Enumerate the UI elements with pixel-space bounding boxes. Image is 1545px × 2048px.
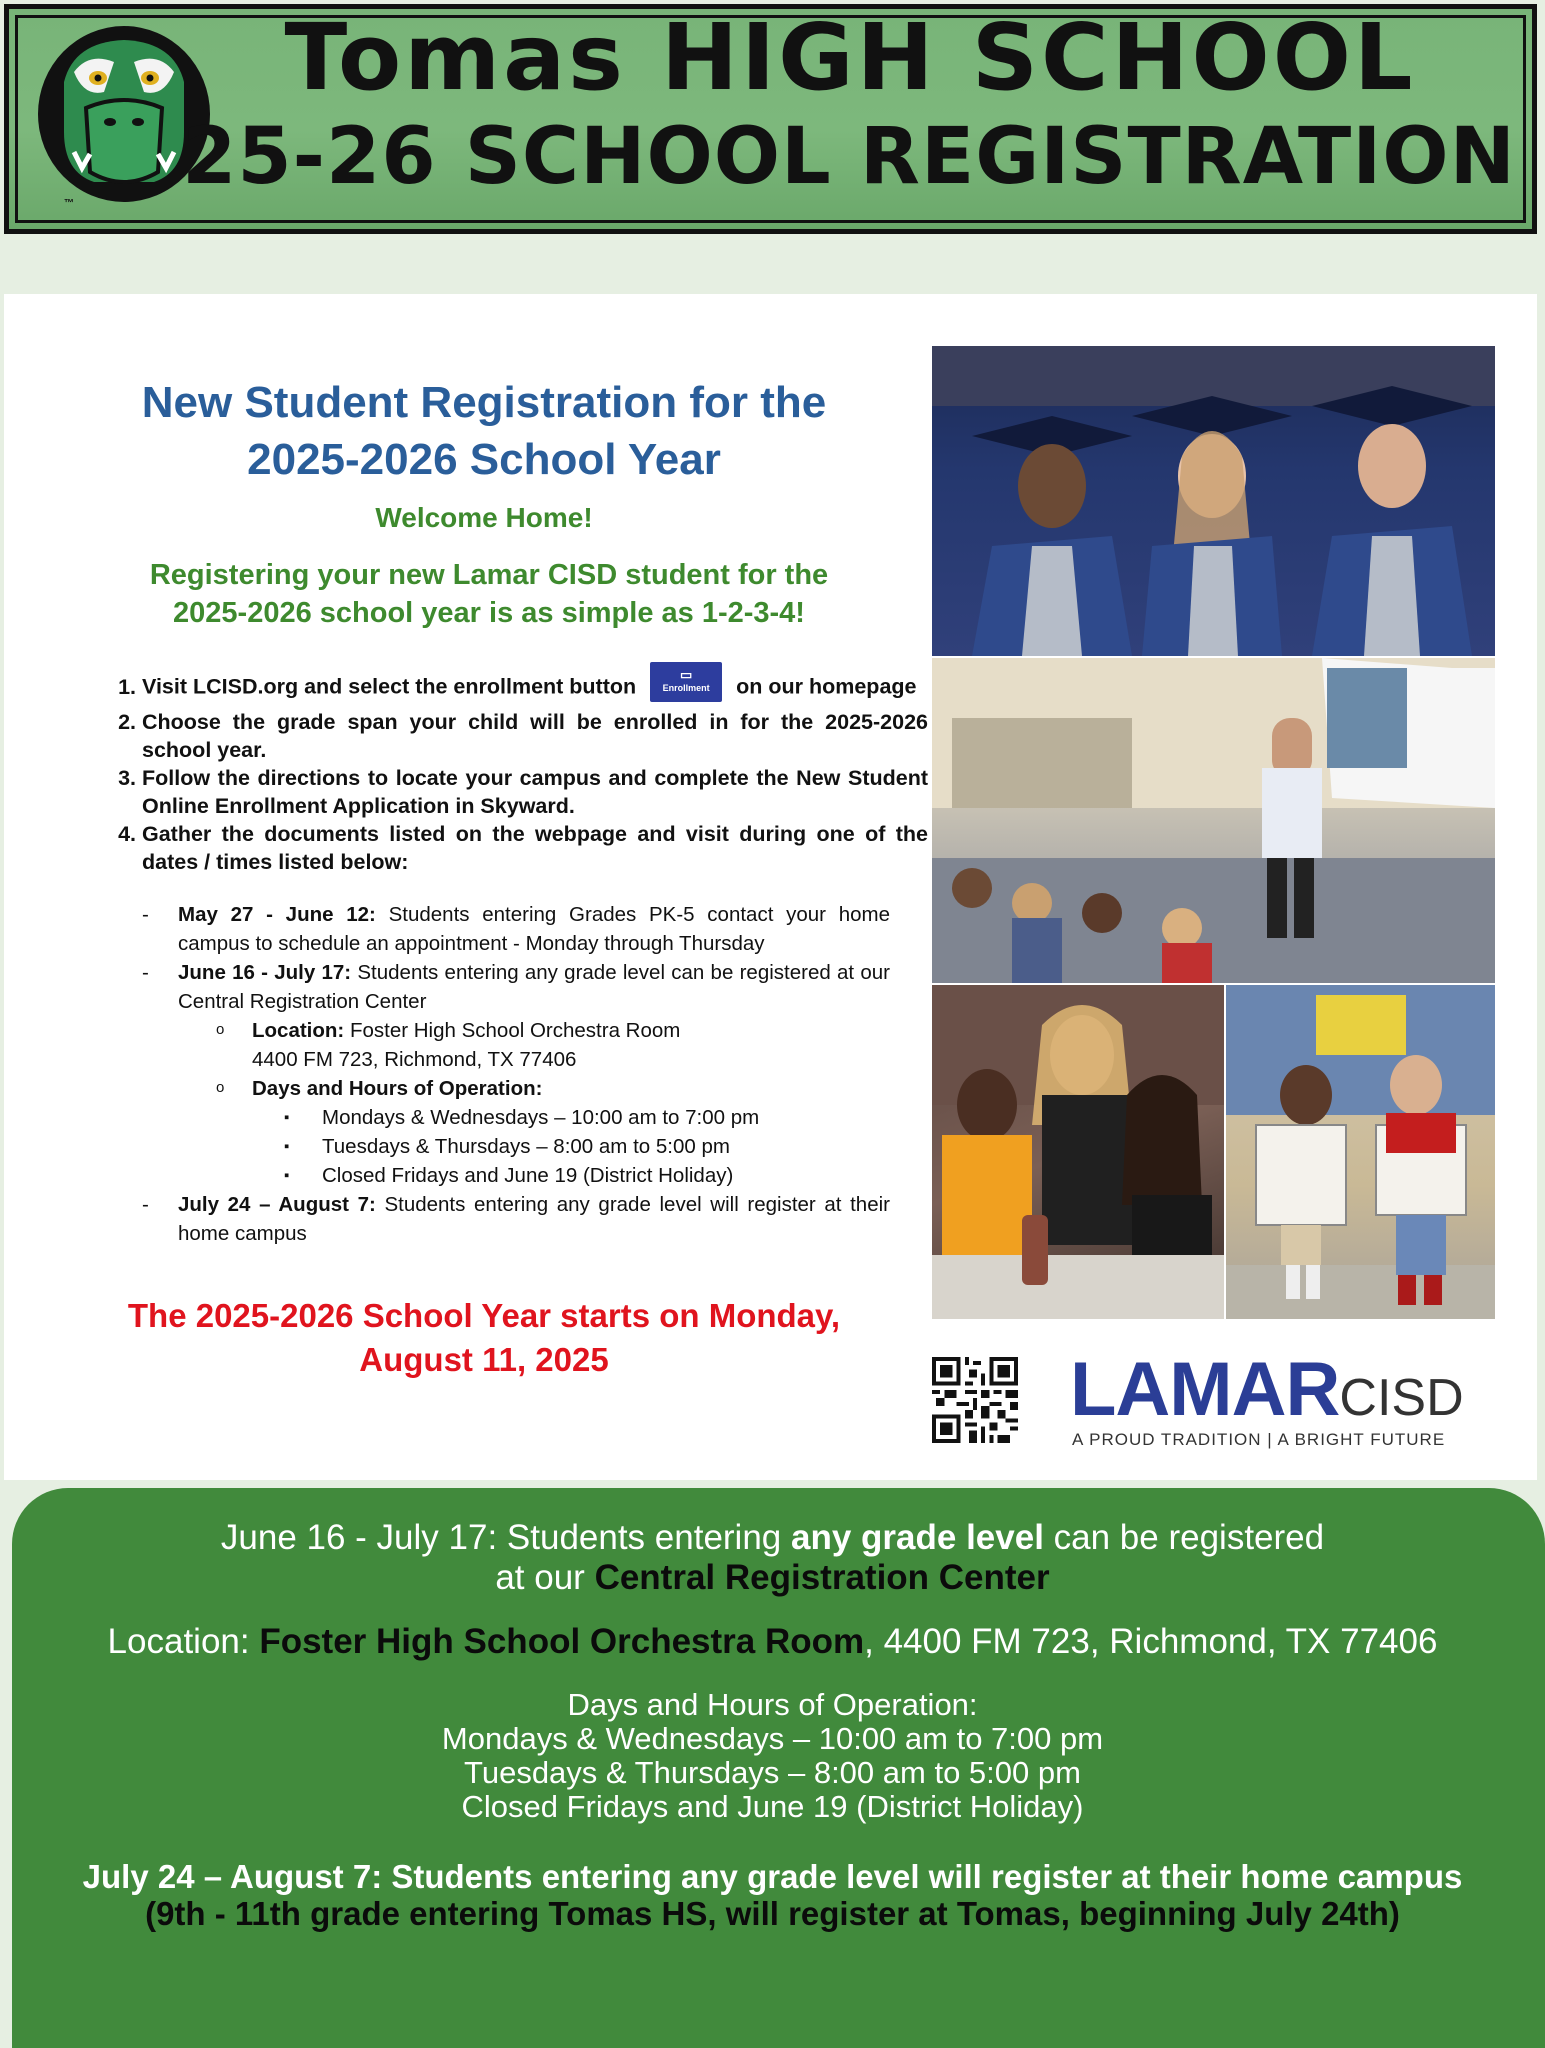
panel-hours-item: Mondays & Wednesdays – 10:00 am to 7:00 pm <box>441 1721 1104 1756</box>
panel-line-2b: Central Registration Center <box>594 1558 1050 1597</box>
central-registration-panel <box>12 1488 1545 2048</box>
location-item <box>138 1016 890 1074</box>
days-hours-item <box>138 1074 890 1103</box>
panel-location <box>12 1622 1533 1662</box>
step-2: 2. Choose the grade span your child will be enrolled in for the 2025-2026 school year. <box>142 708 928 764</box>
lamar-cisd-logo <box>1070 1347 1464 1432</box>
qr-code-icon[interactable] <box>932 1357 1018 1443</box>
location-address: 4400 FM 723, Richmond, TX 77406 <box>252 1048 577 1071</box>
panel-location-name: Foster High School Orchestra Room <box>259 1622 865 1661</box>
school-title: Tomas HIGH SCHOOL <box>284 4 1416 111</box>
step-4: 4. Gather the documents listed on the webpage and visit during one of the dates / times listed below: <box>142 820 928 876</box>
classroom-photo <box>932 658 1495 983</box>
logo-lamar: LAMAR <box>1070 1347 1340 1432</box>
photo-collage <box>932 346 1495 1319</box>
panel-hours <box>12 1688 1533 1824</box>
panel-location-address: , 4400 FM 723, Richmond, TX 77406 <box>864 1622 1438 1661</box>
enrollment-button-label: Enrollment <box>662 683 710 693</box>
registration-flyer <box>4 294 1537 1480</box>
location-label: Location: <box>252 1019 345 1042</box>
panel-home-campus-note <box>12 1858 1533 1932</box>
hours-item: ▪ Closed Fridays and June 19 (District Holiday) <box>138 1161 890 1190</box>
school-year-start-line-1: The 2025-2026 School Year starts on Monday, <box>127 1297 841 1334</box>
welcome-text: Welcome Home! <box>375 502 593 533</box>
step-1-text-after: on our homepage <box>736 674 917 699</box>
panel-line-1 <box>12 1518 1533 1558</box>
school-year-start <box>64 1294 904 1382</box>
panel-hours-item: Closed Fridays and June 19 (District Holiday) <box>461 1789 1084 1824</box>
step-1-text-before: Visit LCISD.org and select the enrollment button <box>142 674 637 699</box>
school-year-start-line-2: August 11, 2025 <box>359 1341 609 1378</box>
panel-location-label: Location: <box>107 1622 260 1661</box>
date-item-may <box>138 900 890 958</box>
date-label-june: June 16 - July 17: <box>178 961 352 984</box>
trademark-mark: ™ <box>64 198 74 209</box>
registration-dates <box>138 900 890 1248</box>
registration-title: 25-26 SCHOOL REGISTRATION <box>182 112 1516 202</box>
flyer-heading <box>64 374 904 488</box>
date-text-june: Students entering any grade level can be registered at our Central Registration Center <box>178 961 890 1013</box>
students-crafts-photo <box>932 985 1224 1319</box>
location-text: Foster High School Orchestra Room <box>344 1019 681 1042</box>
simple-intro-line-1: Registering your new Lamar CISD student for the <box>149 559 829 591</box>
simple-steps-intro <box>94 556 884 632</box>
date-item-june <box>138 958 890 1016</box>
panel-hours-title: Days and Hours of Operation: <box>567 1687 978 1722</box>
step-3: 3. Follow the directions to locate your campus and complete the New Student Online Enrollment Application in Skyward. <box>142 764 928 820</box>
date-text-july: Students entering any grade level will register at their home campus <box>178 1193 890 1245</box>
enrollment-button[interactable] <box>650 662 722 702</box>
panel-hours-item: Tuesdays & Thursdays – 8:00 am to 5:00 pm <box>464 1755 1081 1790</box>
hours-item: ▪ Mondays & Wednesdays – 10:00 am to 7:00 pm <box>138 1103 890 1132</box>
panel-final-line-1: July 24 – August 7: Students entering any grade level will register at their home campus <box>82 1858 1463 1895</box>
logo-cisd: CISD <box>1339 1369 1464 1427</box>
registration-steps <box>104 668 928 876</box>
date-item-july <box>138 1190 890 1248</box>
panel-line-1b: any grade level <box>791 1518 1044 1557</box>
panel-central-registration-text <box>12 1518 1533 1598</box>
logo-tagline: A PROUD TRADITION | A BRIGHT FUTURE <box>1072 1430 1446 1449</box>
date-label-july: July 24 – August 7: <box>178 1193 376 1216</box>
simple-intro-line-2: 2025-2026 school year is as simple as 1-2-3-4! <box>173 597 805 629</box>
panel-line-1a: June 16 - July 17: Students entering <box>220 1518 791 1557</box>
graduation-photo <box>932 346 1495 656</box>
hours-item: ▪ Tuesdays & Thursdays – 8:00 am to 5:00 pm <box>138 1132 890 1161</box>
panel-line-2a: at our <box>495 1558 595 1597</box>
flyer-heading-line-2: 2025-2026 School Year <box>247 435 721 484</box>
panel-line-2 <box>12 1558 1533 1598</box>
kids-artwork-photo <box>1226 985 1495 1319</box>
days-hours-label: Days and Hours of Operation: <box>252 1077 543 1100</box>
panel-final-line-2: (9th - 11th grade entering Tomas HS, will register at Tomas, beginning July 24th) <box>145 1895 1400 1932</box>
flyer-heading-line-1: New Student Registration for the <box>141 378 827 427</box>
panel-line-1c: can be registered <box>1043 1518 1325 1557</box>
date-text-may: Students entering Grades PK-5 contact your home campus to schedule an appointment - Monday through Thursday <box>178 903 890 955</box>
laptop-icon: ▭ <box>679 667 693 682</box>
date-label-may: May 27 - June 12: <box>178 903 376 926</box>
step-1 <box>142 668 928 708</box>
